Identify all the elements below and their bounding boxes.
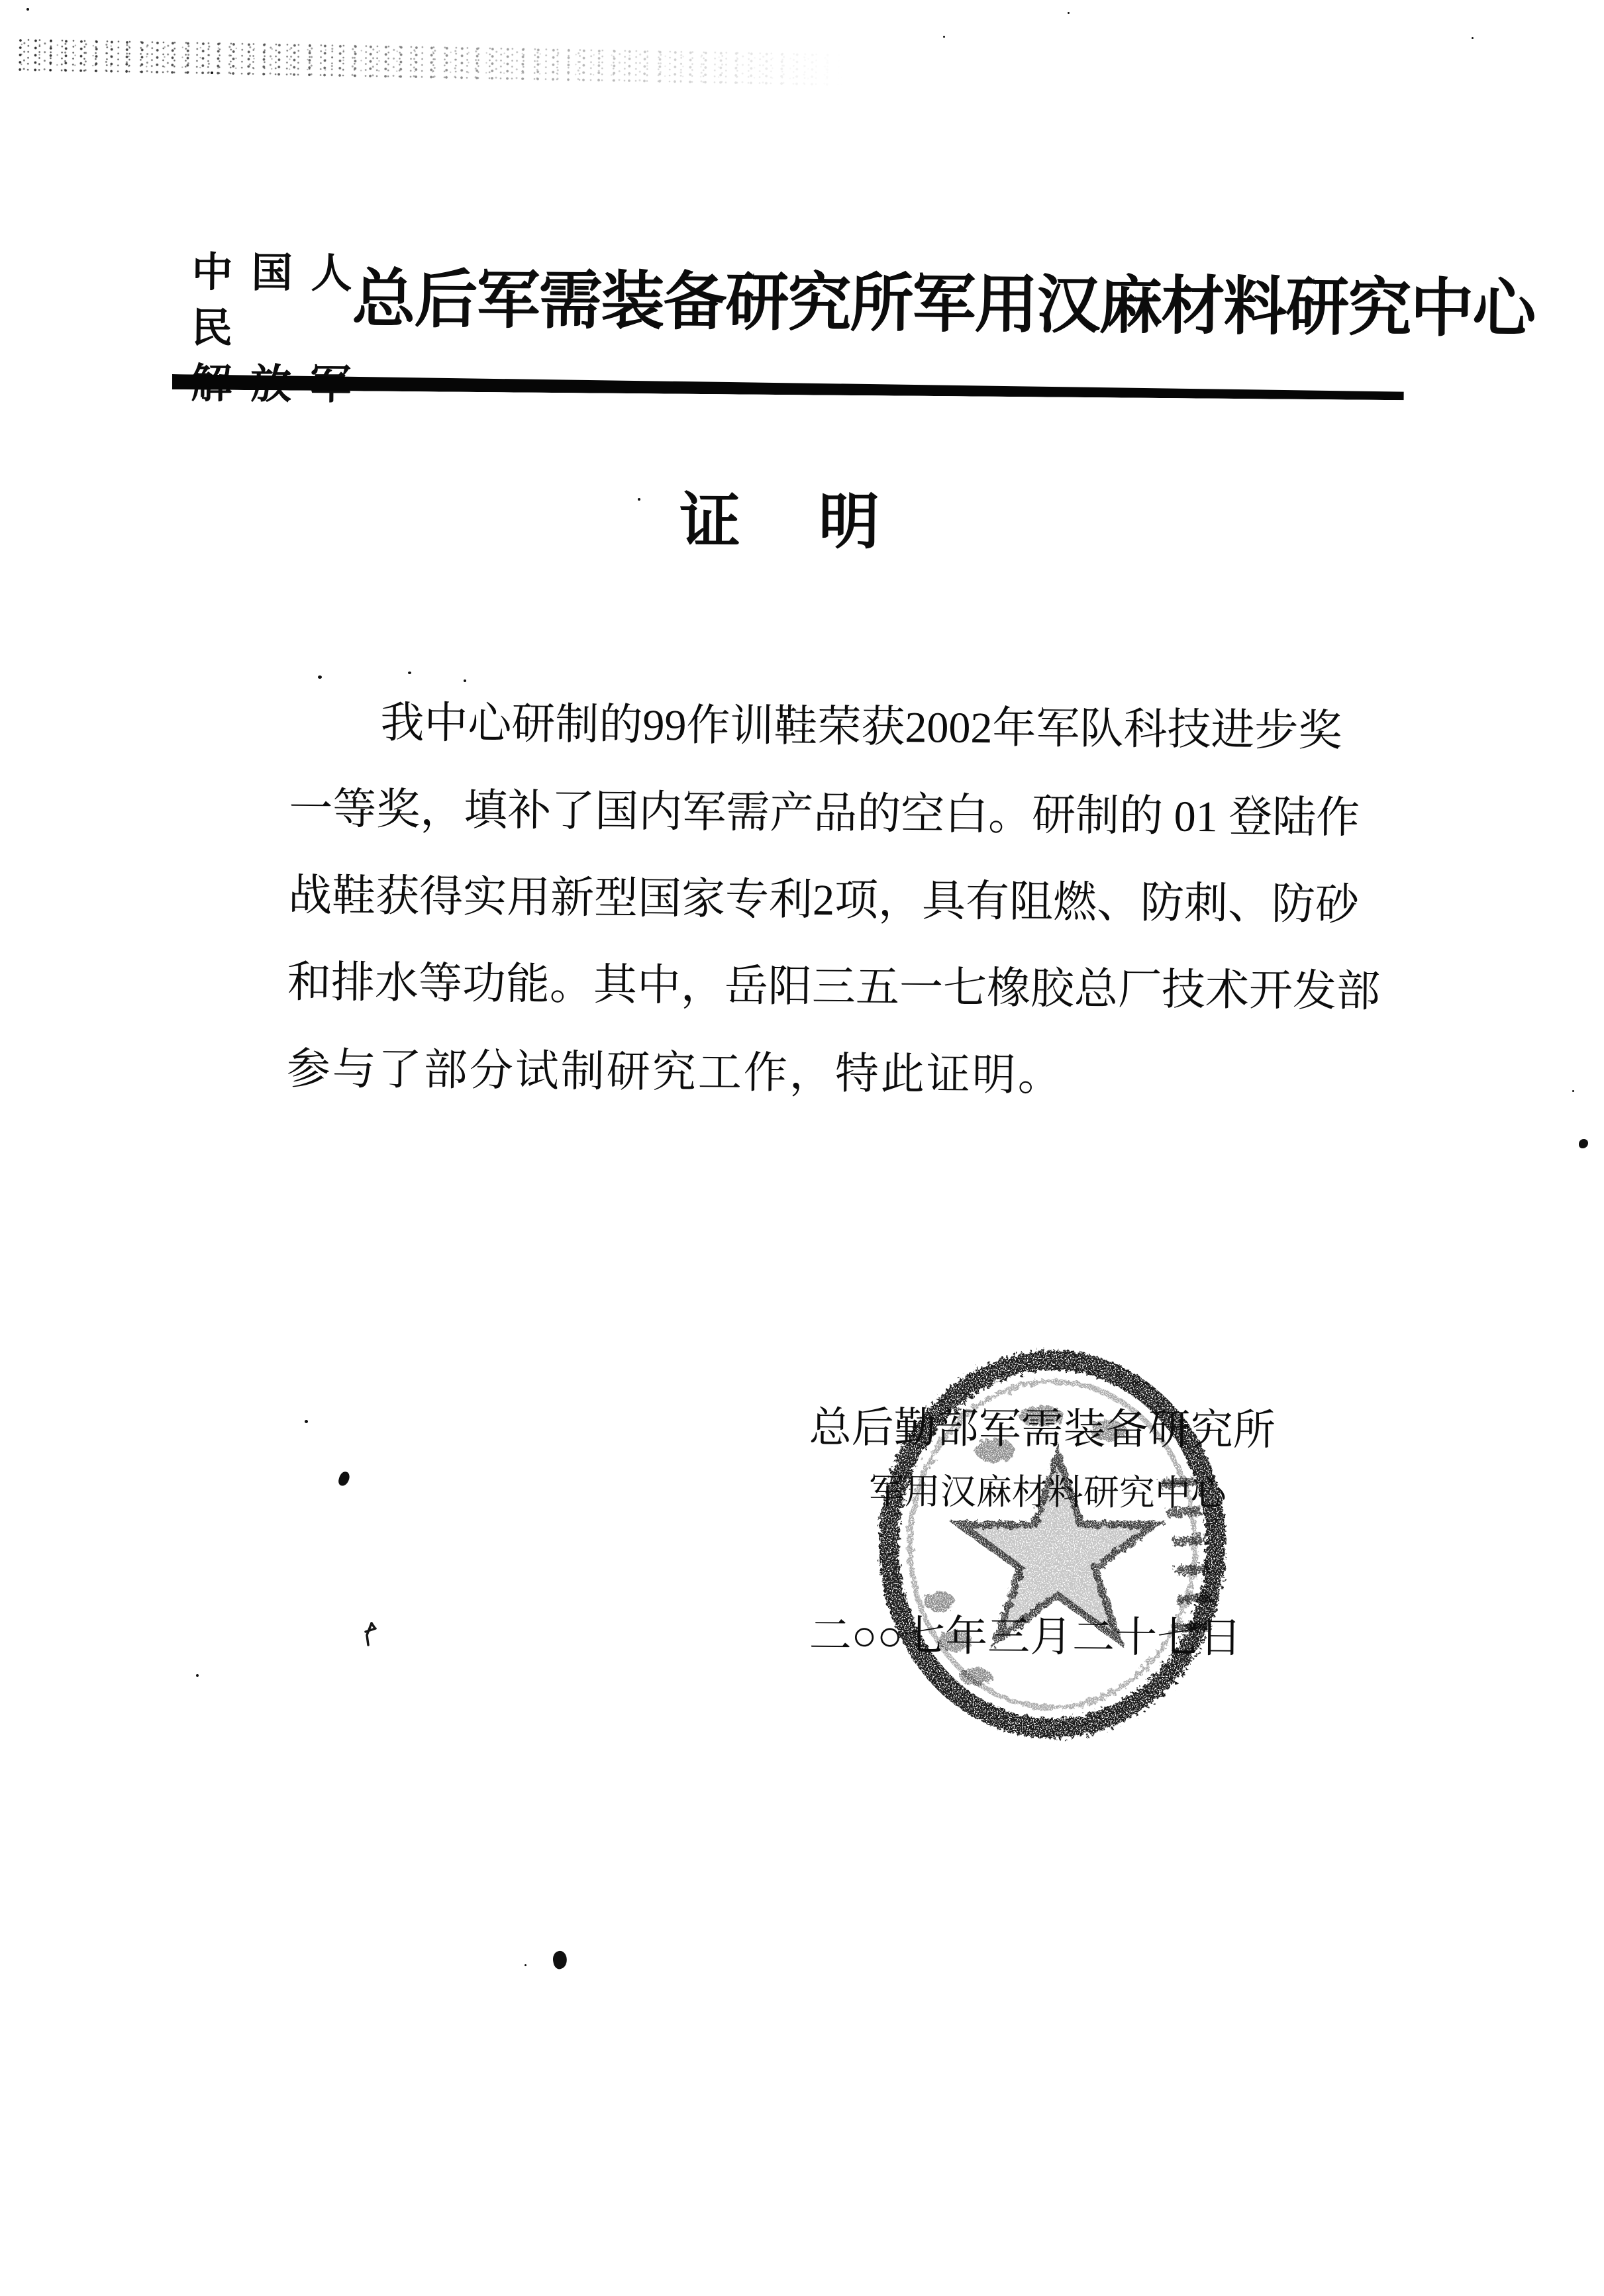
body-line-4: 和排水等功能。其中，岳阳三五一七橡胶总厂技术开发部 <box>287 958 1381 1017</box>
ink-speck <box>1068 12 1070 14</box>
title-char-1: 证 <box>679 487 741 556</box>
ink-speck <box>26 8 29 11</box>
ink-speck <box>1572 1090 1574 1092</box>
ink-speck <box>1579 1139 1588 1148</box>
ink-speck <box>211 72 213 74</box>
body-paragraph <box>286 679 1381 1121</box>
scan-noise-band <box>18 38 861 87</box>
document-title <box>679 488 880 556</box>
body-line-3: 战鞋获得实用新型国家专利2项，具有阻燃、防刺、防砂 <box>287 871 1360 930</box>
ink-blot <box>551 1950 568 1970</box>
title-char-2: 明 <box>818 488 880 556</box>
signature-org-line-2: 军用汉麻材料研究中心 <box>868 1472 1227 1514</box>
official-seal <box>876 1338 1227 1748</box>
ink-speck <box>305 1420 308 1423</box>
body-line-1: 我中心研制的99作训鞋荣获2002年军队科技进步奖 <box>380 699 1342 756</box>
ink-speck <box>337 1470 350 1487</box>
body-line-2: 一等奖，填补了国内军需产品的空白。研制的 01 登陆作 <box>288 784 1360 843</box>
ink-speck <box>638 498 640 501</box>
ink-speck <box>408 672 411 674</box>
body-line-5: 参与了部分试制研究工作，特此证明。 <box>286 1044 1064 1101</box>
signature-org-line-1: 总后勤部军需装备研究所 <box>809 1404 1276 1454</box>
letterhead-prefix-line-1: 中国人民 <box>191 249 352 352</box>
letterhead-org-name: 总后军需装备研究所军用汉麻材料研究中心 <box>352 263 1535 345</box>
ink-speck <box>464 679 466 682</box>
ink-speck <box>196 1674 199 1677</box>
ink-speck <box>525 1964 526 1966</box>
ink-speck <box>943 36 945 38</box>
ink-speck <box>1472 37 1474 39</box>
letterhead-rule <box>172 374 1404 400</box>
margin-squiggle-mark <box>363 1621 379 1648</box>
ink-speck <box>318 675 322 679</box>
signature-date-line: 二○○七年三月二十七日 <box>809 1612 1242 1662</box>
